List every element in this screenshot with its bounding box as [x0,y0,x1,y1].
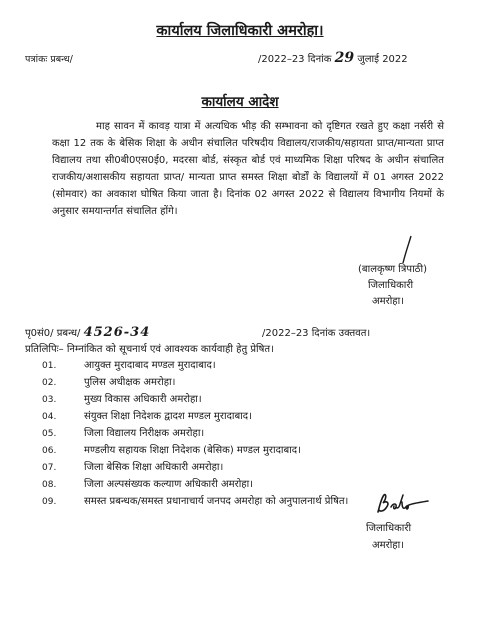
signatory-place: अमरोहा। [372,296,404,307]
item-number: 05. [42,429,57,439]
list-item [42,442,348,459]
list-item [42,374,348,391]
item-number: 02. [42,378,57,388]
item-number: 07. [42,463,57,473]
item-text: जिला बेसिक शिक्षा अधिकारी अमरोहा। [84,462,224,473]
item-text: जिला विद्यालय निरीक्षक अमरोहा। [84,428,205,439]
endorsement-reference [25,325,150,340]
list-item [42,459,348,476]
item-text: समस्त प्रबन्धक/समस्त प्रधानाचार्य जनपद अमरोहा को अनुपालनार्थ प्रेषित। [84,496,349,507]
date-day-handwritten: 29 [334,50,355,66]
endorsement-ref-prefix: पृ0सं0/ प्रबन्ध/ [25,328,81,339]
item-number: 06. [42,446,57,456]
item-number: 04. [42,412,57,422]
item-text: मण्डलीय सहायक शिक्षा निदेशक (बेसिक) मण्डल मुरादाबाद। [84,445,301,456]
item-number: 03. [42,395,57,405]
item-text: पुलिस अधीक्षक अमरोहा। [84,377,176,388]
signatory-designation-2: जिलाधिकारी [366,523,412,534]
signature-mark-1 [400,235,414,265]
order-heading: कार्यालय आदेश [201,94,279,110]
date-suffix: जुलाई 2022 [357,54,408,65]
list-item [42,408,348,425]
copy-to-line: प्रतिलिपिः– निम्नांकित को सूचनार्थ एवं आवश्यक कार्यवाही हेतु प्रेषित। [25,344,274,355]
list-item [42,425,348,442]
item-text: जिला अल्पसंख्यक कल्याण अधिकारी अमरोहा। [84,479,253,490]
item-text: मुख्य विकास अधिकारी अमरोहा। [84,394,202,405]
list-item [42,391,348,408]
item-text: संयुक्त शिक्षा निदेशक द्वादश मण्डल मुरादाबाद। [84,411,252,422]
handwritten-signature [374,492,432,516]
item-number: 08. [42,480,57,490]
item-number: 01. [42,361,57,371]
list-item [42,476,348,493]
endorsement-ref-handwritten: 4526-34 [83,325,151,340]
item-text: आयुक्त मुरादाबाद मण्डल मुरादाबाद। [84,360,216,371]
date-prefix: /2022–23 दिनांक [258,54,332,65]
list-item [42,493,348,510]
recipient-list [42,357,348,510]
signatory-place-2: अमरोहा। [372,540,404,551]
office-title: कार्यालय जिलाधिकारी अमरोहा। [156,23,324,39]
item-number: 09. [42,497,57,507]
letter-reference: पत्रांकः प्रबन्ध/ [25,54,73,65]
order-body: माह सावन में कावड़ यात्रा में अत्यधिक भीड़ की सम्भावना को दृष्टिगत रखते हुए कक्षा नर्सरी से कक्षा 12 तक के बेसिक शिक्षा के अधीन संचालित परिषदीय विद्यालय/राजकीय/सहायता प्राप्त/मान्यता प्राप्त विद्यालय तथा सी0बी0एस0ई0, मदरसा बोर्ड, संस्कृत बोर्ड एवं माध्यमिक शिक्षा परिषद के अधीन संचालित राजकीय/अशासकीय सहायता प्राप्त/ मान्यता प्राप्त समस्त शिक्षा बोर्डों के विद्यालयों में 01 अगस्त 2022 (सोमवार) का अवकाश घोषित किया जाता है। दिनांक 02 अगस्त 2022 से विद्यालय विभागीय नियमों के अनुसार समयान्तर्गत संचालित होंगे। [52,121,444,217]
endorsement-date: /2022–23 दिनांक उक्तवत। [262,328,371,339]
signatory-name: (बालकृष्ण त्रिपाठी) [358,264,427,275]
letter-date [258,50,408,66]
signatory-designation: जिलाधिकारी [368,280,414,291]
list-item [42,357,348,374]
